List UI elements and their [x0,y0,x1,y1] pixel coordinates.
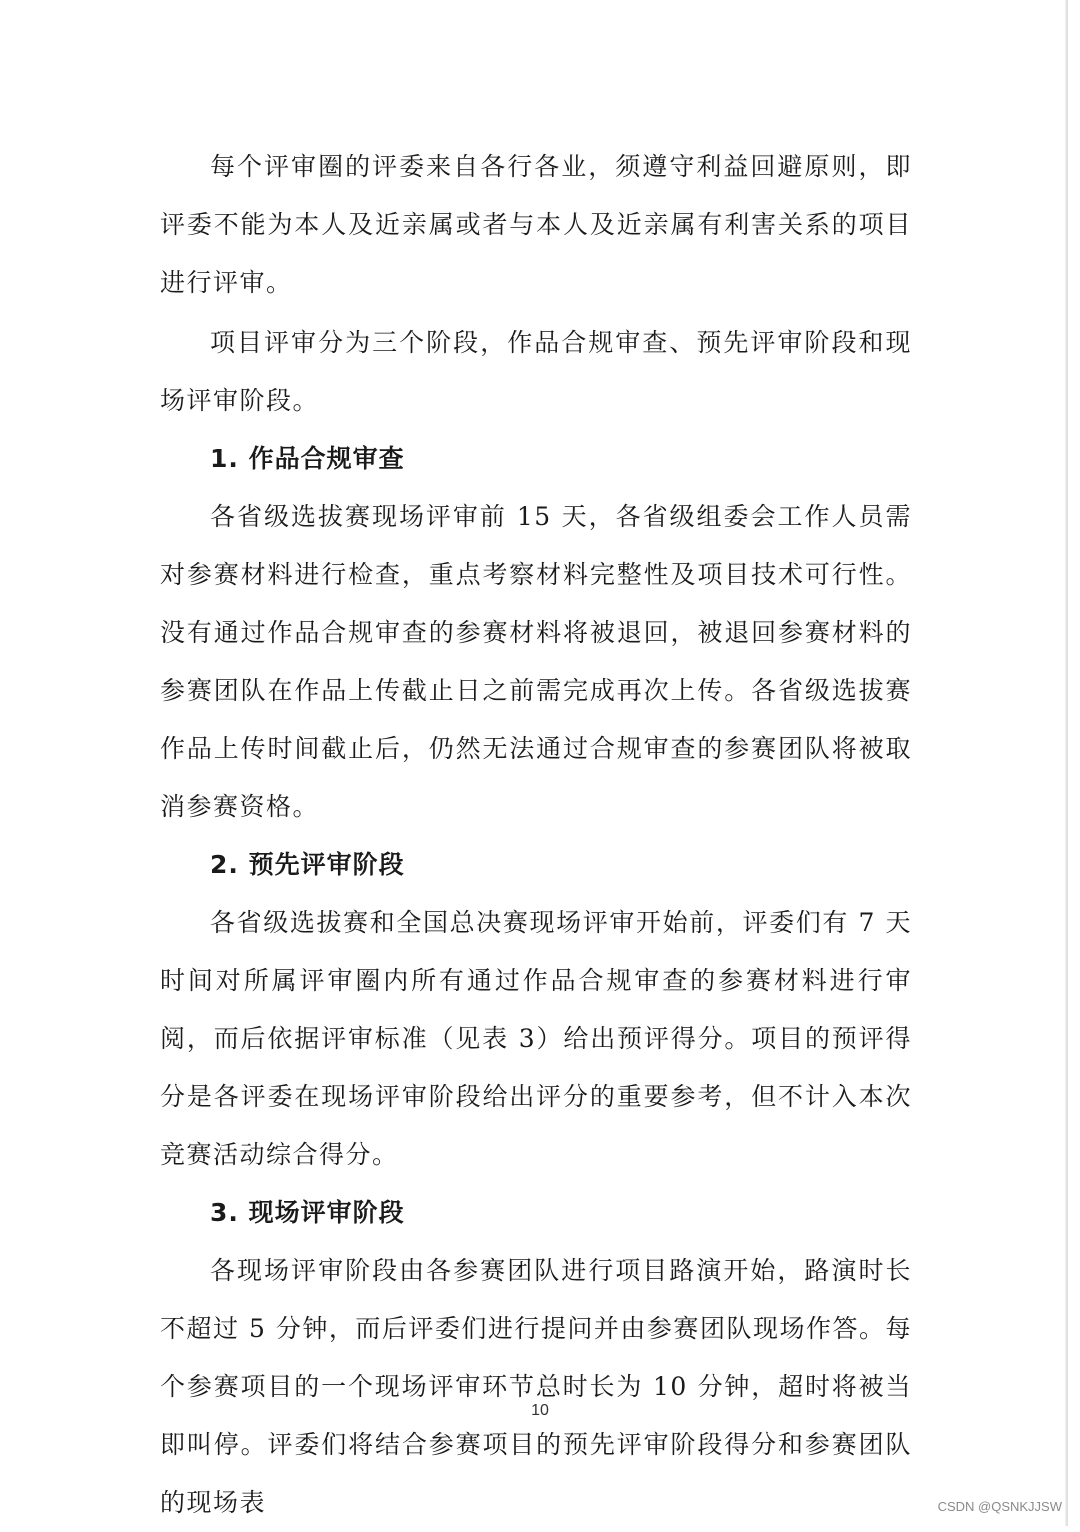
heading-compliance-review: 1. 作品合规审查 [210,444,405,473]
heading-onsite-review: 3. 现场评审阶段 [210,1198,405,1227]
document-body [160,138,912,1532]
page-edge-shadow [1065,0,1068,1526]
paragraph-pre-review: 各省级选拔赛和全国总决赛现场评审开始前，评委们有 7 天时间对所属评审圈内所有通过作品合规审查的参赛材料进行审阅，而后依据评审标准（见表 3）给出预评得分。项目的预评得分是各评委在现场评审阶段给出评分的重要参考，但不计入本次竞赛活动综合得分。 [160,908,912,1169]
watermark: CSDN @QSNKJJSW [937,1499,1062,1514]
heading-pre-review: 2. 预先评审阶段 [210,850,405,879]
paragraph-reviewer-rules: 每个评审圈的评委来自各行各业，须遵守利益回避原则，即评委不能为本人及近亲属或者与本人及近亲属有利害关系的项目进行评审。 [160,152,912,297]
page-number: 10 [531,1402,549,1419]
paragraph-onsite-review: 各现场评审阶段由各参赛团队进行项目路演开始，路演时长不超过 5 分钟，而后评委们进行提问并由参赛团队现场作答。每个参赛项目的一个现场评审环节总时长为 10 分钟，超时将被当即叫停。评委们将结合参赛项目的预先评审阶段得分和参赛团队的现场表 [160,1256,912,1517]
paragraph-review-stages: 项目评审分为三个阶段，作品合规审查、预先评审阶段和现场评审阶段。 [160,328,912,415]
paragraph-compliance-review: 各省级选拔赛现场评审前 15 天，各省级组委会工作人员需对参赛材料进行检查，重点考察材料完整性及项目技术可行性。没有通过作品合规审查的参赛材料将被退回，被退回参赛材料的参赛团队在作品上传截止日之前需完成再次上传。各省级选拔赛作品上传时间截止后，仍然无法通过合规审查的参赛团队将被取消参赛资格。 [160,502,912,821]
